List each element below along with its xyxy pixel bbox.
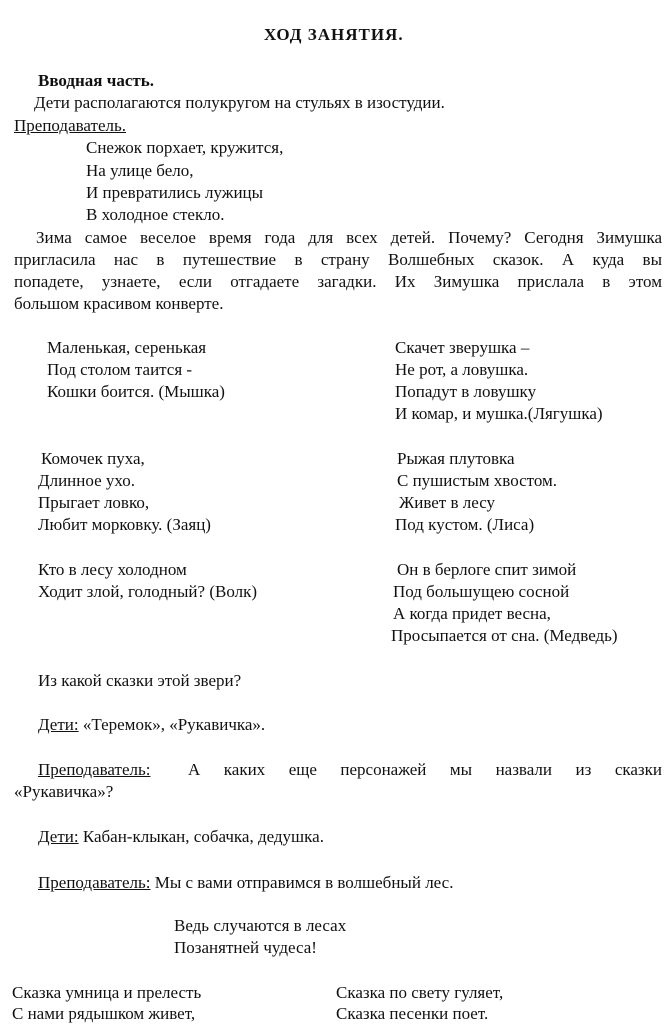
answer-text: Кабан-клыкан, собачка, дедушка. bbox=[78, 827, 324, 846]
riddle-hare-line: Комочек пуха, bbox=[41, 449, 145, 468]
section-heading: Вводная часть. bbox=[38, 71, 154, 90]
question-text: Из какой сказки этой звери? bbox=[38, 671, 242, 690]
answer-text: «Теремок», «Рукавичка». bbox=[78, 715, 266, 734]
riddle-bear-line: Просыпается от сна. (Медведь) bbox=[391, 626, 618, 645]
setup-text: Дети располагаются полукругом на стульях в изостудии. bbox=[34, 93, 445, 112]
riddle-frog-line: Не рот, а ловушка. bbox=[395, 360, 529, 379]
teacher-statement bbox=[38, 872, 453, 894]
children-answer bbox=[38, 826, 324, 848]
word: сказки bbox=[614, 760, 662, 779]
paragraph-line: пригласила нас в путешествие в страну Волшебных сказок. А куда вы bbox=[14, 250, 662, 269]
riddle-hare-line: Длинное ухо. bbox=[38, 471, 135, 490]
riddle-hare-line: Прыгает ловко, bbox=[38, 493, 150, 512]
riddle-wolf-line: Ходит злой, голодный? (Волк) bbox=[38, 582, 257, 601]
teacher-label: Преподаватель. bbox=[14, 116, 126, 135]
riddle-bear-line: Под большущею сосной bbox=[393, 582, 570, 601]
poem-line: С нами рядышком живет, bbox=[12, 1004, 196, 1023]
poem-line: Позанятней чудеса! bbox=[174, 938, 317, 957]
paragraph-line: попадете, узнаете, если отгадаете загадки. Их Зимушка прислала в этом bbox=[14, 272, 662, 291]
paragraph-line: большом красивом конверте. bbox=[14, 294, 224, 313]
poem-line: В холодное стекло. bbox=[86, 205, 225, 224]
riddle-wolf-line: Кто в лесу холодном bbox=[38, 560, 187, 579]
poem-line: Сказка умница и прелесть bbox=[12, 983, 202, 1002]
word: еще bbox=[288, 760, 317, 779]
poem-line: Сказка по свету гуляет, bbox=[336, 983, 504, 1002]
riddle-mouse-line: Под столом таится - bbox=[47, 360, 193, 379]
teacher-label: Преподаватель: bbox=[38, 760, 151, 779]
statement-text: Мы с вами отправимся в волшебный лес. bbox=[150, 873, 454, 892]
poem-line: Сказка песенки поет. bbox=[336, 1004, 489, 1023]
children-label: Дети: bbox=[38, 715, 79, 734]
riddle-hare-line: Любит морковку. (Заяц) bbox=[38, 515, 211, 534]
word: назвали bbox=[495, 760, 552, 779]
riddle-fox-line: Под кустом. (Лиса) bbox=[395, 515, 535, 534]
riddle-fox-line: С пушистым хвостом. bbox=[397, 471, 558, 490]
riddle-fox-line: Живет в лесу bbox=[399, 493, 496, 512]
page-title: ХОД ЗАНЯТИЯ. bbox=[264, 25, 404, 44]
riddle-mouse-line: Кошки боится. (Мышка) bbox=[47, 382, 225, 401]
teacher-question-line bbox=[188, 759, 662, 781]
word: мы bbox=[449, 760, 473, 779]
paragraph-line: Зима самое веселое время года для всех детей. Почему? Сегодня Зимушка bbox=[36, 228, 662, 247]
poem-line: Ведь случаются в лесах bbox=[174, 916, 347, 935]
riddle-bear-line: А когда придет весна, bbox=[393, 604, 551, 623]
riddle-mouse-line: Маленькая, серенькая bbox=[47, 338, 207, 357]
teacher-label: Преподаватель: bbox=[38, 873, 151, 892]
word: из bbox=[575, 760, 592, 779]
word: А bbox=[188, 760, 201, 779]
poem-line: На улице бело, bbox=[86, 161, 194, 180]
children-answer bbox=[38, 714, 265, 736]
teacher-question-line: «Рукавичка»? bbox=[14, 782, 114, 801]
riddle-frog-line: Скачет зверушка – bbox=[395, 338, 530, 357]
riddle-fox-line: Рыжая плутовка bbox=[397, 449, 515, 468]
poem-line: Снежок порхает, кружится, bbox=[86, 138, 284, 157]
riddle-frog-line: И комар, и мушка.(Лягушка) bbox=[395, 404, 603, 423]
riddle-bear-line: Он в берлоге спит зимой bbox=[397, 560, 577, 579]
word: каких bbox=[223, 760, 266, 779]
riddle-frog-line: Попадут в ловушку bbox=[395, 382, 537, 401]
word: персонажей bbox=[340, 760, 427, 779]
poem-line: И превратились лужицы bbox=[86, 183, 264, 202]
children-label: Дети: bbox=[38, 827, 79, 846]
